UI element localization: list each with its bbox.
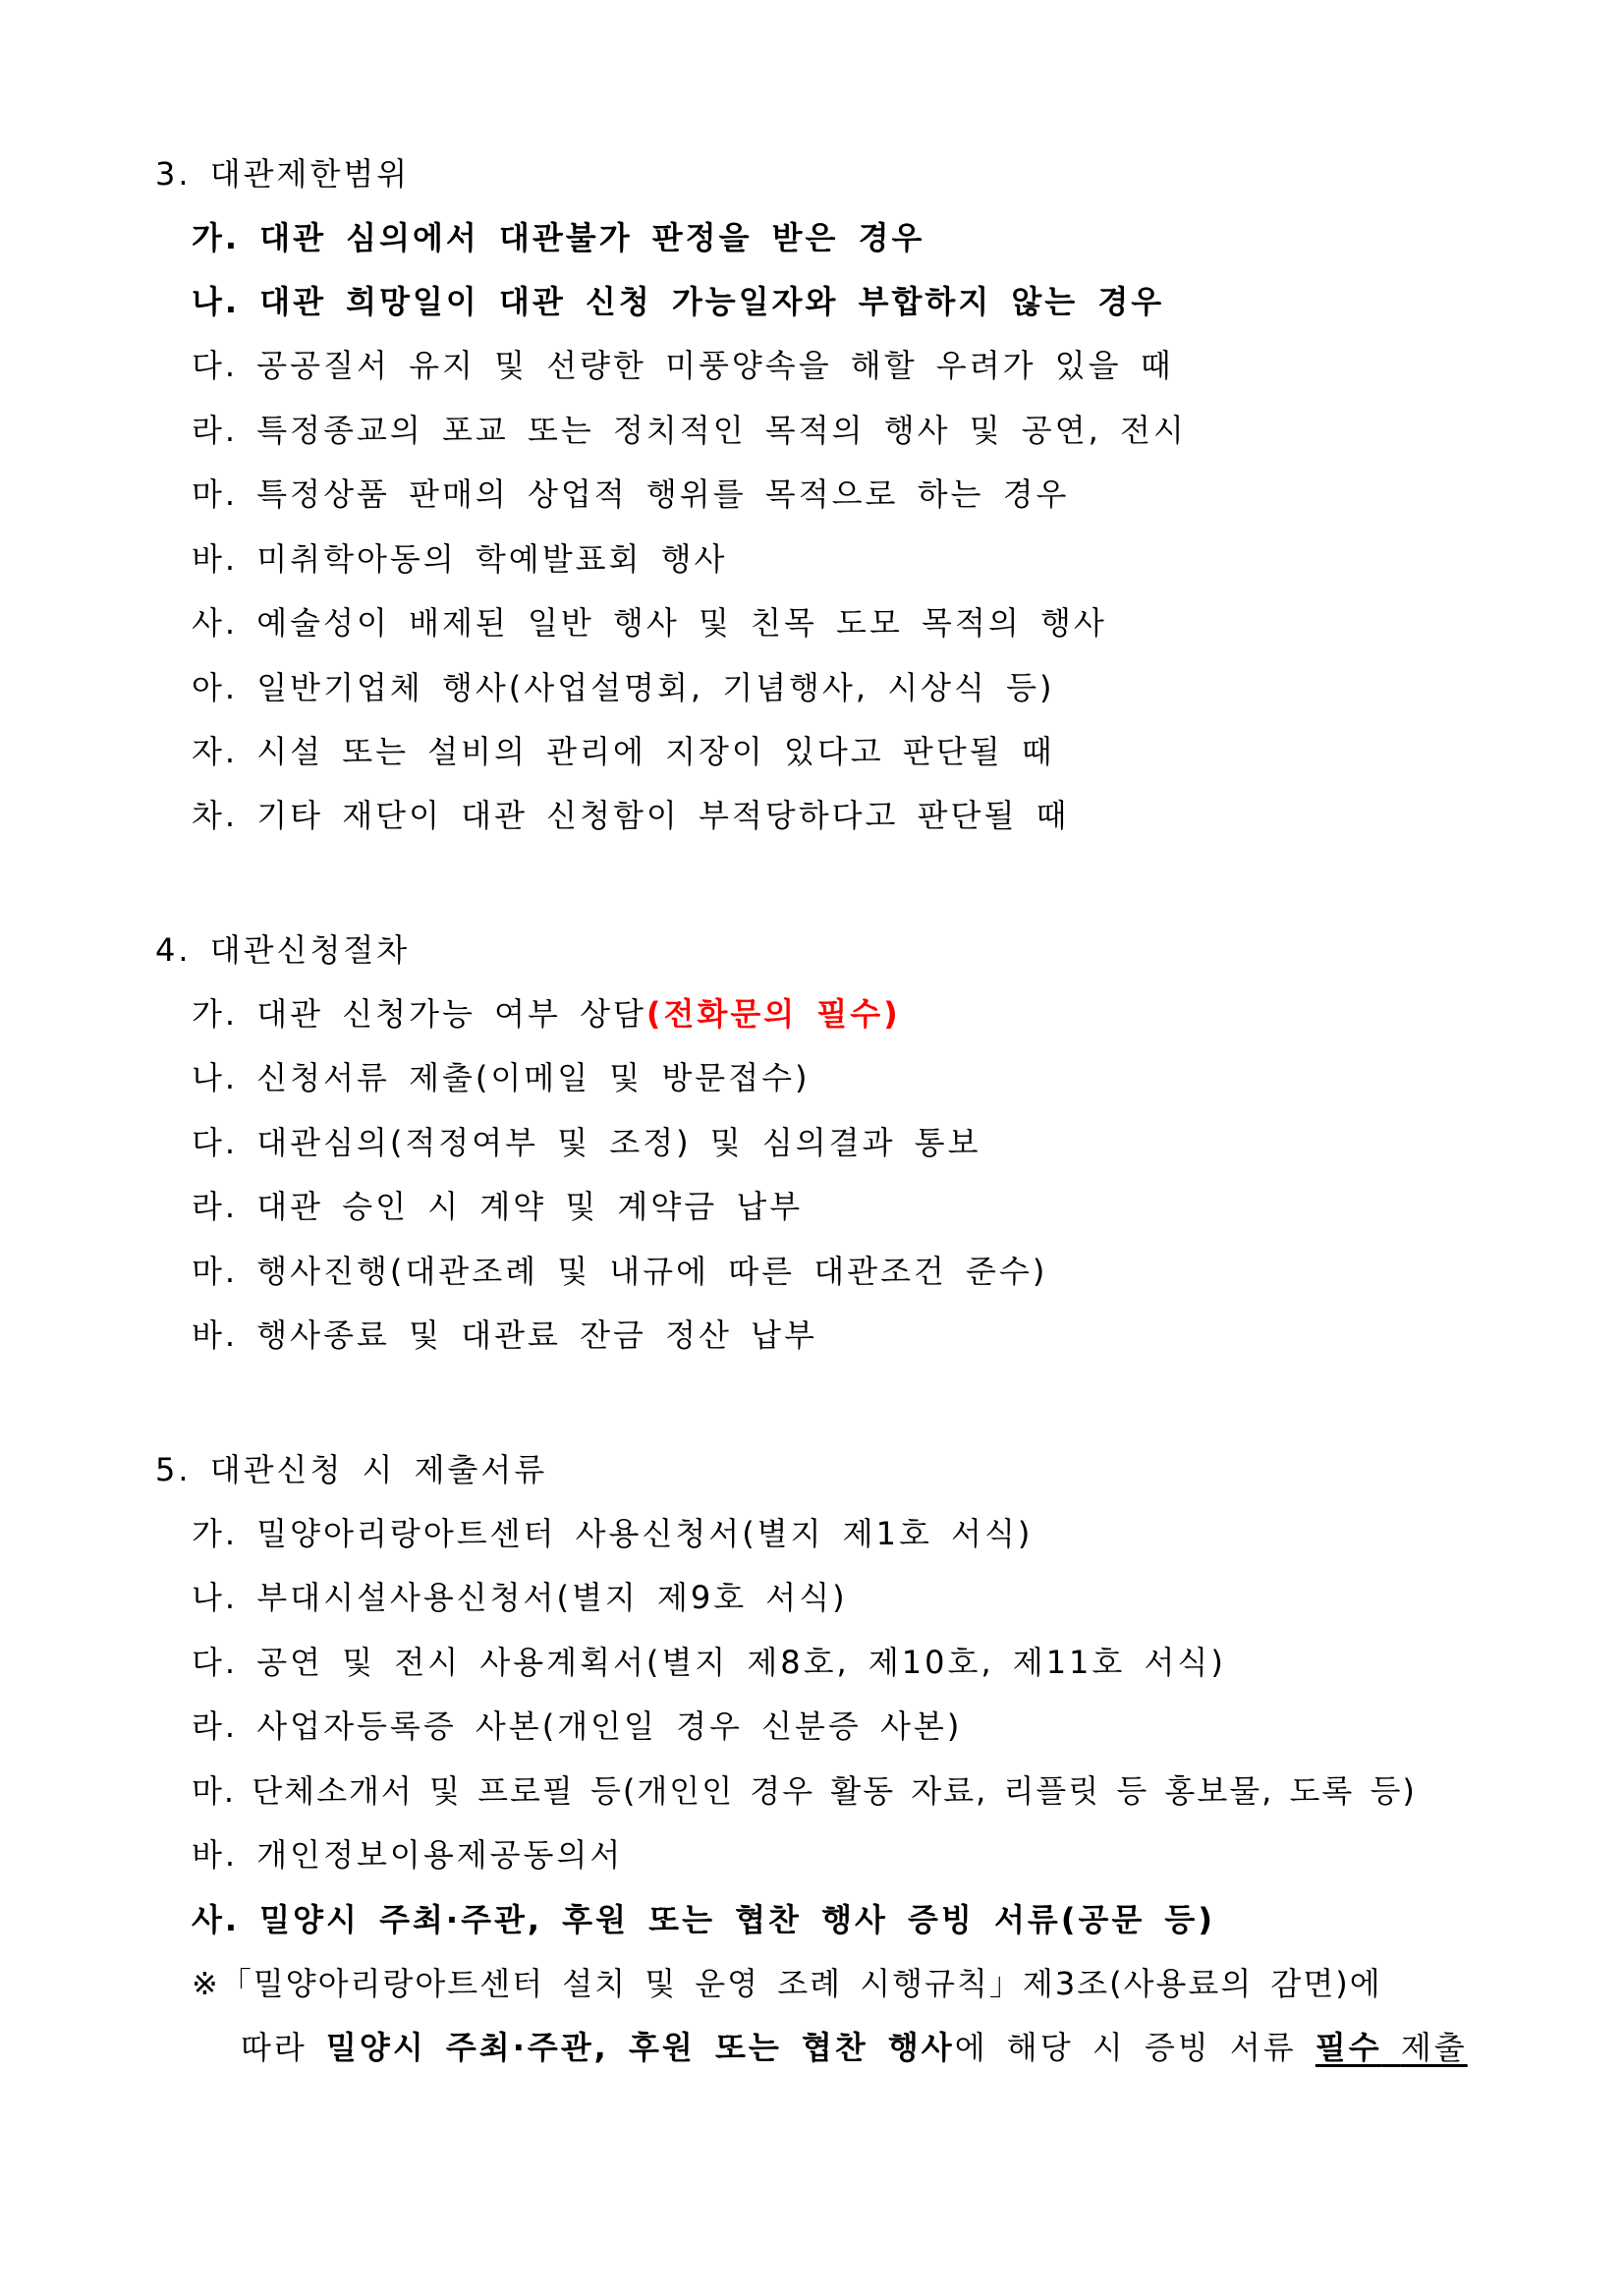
- section-5-item-ma: 마. 단체소개서 및 프로필 등(개인인 경우 활동 자료, 리플릿 등 홍보물, 도록 등): [192, 1772, 1417, 1810]
- phone-inquiry-required: (전화문의 필수): [645, 995, 901, 1033]
- note-line-2: [241, 2026, 1468, 2069]
- section-3-item-a: 아. 일반기업체 행사(사업설명회, 기념행사, 시상식 등): [192, 669, 1055, 706]
- section-3-item-cha: 차. 기타 재단이 대관 신청함이 부적당하다고 판단될 때: [192, 797, 1070, 834]
- section-4-item-ga-text: 가. 대관 신청가능 여부 상담: [192, 995, 646, 1033]
- submit-text: 제출: [1400, 2029, 1468, 2066]
- section-3-item-ja: 자. 시설 또는 설비의 관리에 지장이 있다고 판단될 때: [192, 733, 1055, 770]
- note-line-2-space: [1382, 2029, 1401, 2066]
- required-text: 필수: [1315, 2029, 1382, 2066]
- note-line-1: ※「밀양아리랑아트센터 설치 및 운영 조례 시행규칙」제3조(사용료의 감면)에: [192, 1965, 1382, 2002]
- section-5-title: 5. 대관신청 시 제출서류: [155, 1451, 548, 1488]
- section-3-item-ra: 라. 특정종교의 포교 또는 정치적인 목적의 행사 및 공연, 전시: [192, 412, 1187, 449]
- section-5-item-ga: 가. 밀양아리랑아트센터 사용신청서(별지 제1호 서식): [192, 1515, 1034, 1552]
- section-5-item-na: 나. 부대시설사용신청서(별지 제9호 서식): [192, 1579, 848, 1616]
- section-3-item-na: 나. 대관 희망일이 대관 신청 가능일자와 부합하지 않는 경우: [192, 283, 1165, 320]
- section-3-item-ga: 가. 대관 심의에서 대관불가 판정을 받은 경우: [192, 219, 925, 256]
- section-4-item-na: 나. 신청서류 제출(이메일 및 방문접수): [192, 1059, 811, 1096]
- section-5-item-da: 다. 공연 및 전시 사용계획서(별지 제8호, 제10호, 제11호 서식): [192, 1644, 1226, 1681]
- section-3-item-sa: 사. 예술성이 배제된 일반 행사 및 친목 도모 목적의 행사: [192, 604, 1107, 642]
- section-4-item-da: 다. 대관심의(적정여부 및 조정) 및 심의결과 통보: [192, 1124, 981, 1161]
- note-line-2-bold: 밀양시 주최·주관, 후원 또는 협찬 행사: [326, 2029, 955, 2066]
- section-3-item-da: 다. 공공질서 유지 및 선량한 미풍양속을 해할 우려가 있을 때: [192, 347, 1174, 384]
- note-line-2-middle: 에 해당 시 증빙 서류: [954, 2029, 1316, 2066]
- section-4-title: 4. 대관신청절차: [155, 931, 411, 969]
- section-3-item-ma: 마. 특정상품 판매의 상업적 행위를 목적으로 하는 경우: [192, 476, 1070, 513]
- section-3-title: 3. 대관제한범위: [155, 155, 411, 193]
- section-4-item-ba: 바. 행사종료 및 대관료 잔금 정산 납부: [192, 1316, 817, 1354]
- section-5-item-sa: 사. 밀양시 주최·주관, 후원 또는 협찬 행사 증빙 서류(공문 등): [192, 1901, 1215, 1938]
- section-5-item-ra: 라. 사업자등록증 사본(개인일 경우 신분증 사본): [192, 1708, 963, 1745]
- section-4-item-ga: [192, 992, 901, 1036]
- section-3-item-ba: 바. 미취학아동의 학예발표회 행사: [192, 540, 728, 578]
- section-5-item-ba: 바. 개인정보이용제공동의서: [192, 1836, 624, 1874]
- note-line-2-prefix: 따라: [241, 2029, 326, 2066]
- section-4-item-ma: 마. 행사진행(대관조례 및 내규에 따른 대관조건 준수): [192, 1253, 1048, 1290]
- section-4-item-ra: 라. 대관 승인 시 계약 및 계약금 납부: [192, 1188, 804, 1225]
